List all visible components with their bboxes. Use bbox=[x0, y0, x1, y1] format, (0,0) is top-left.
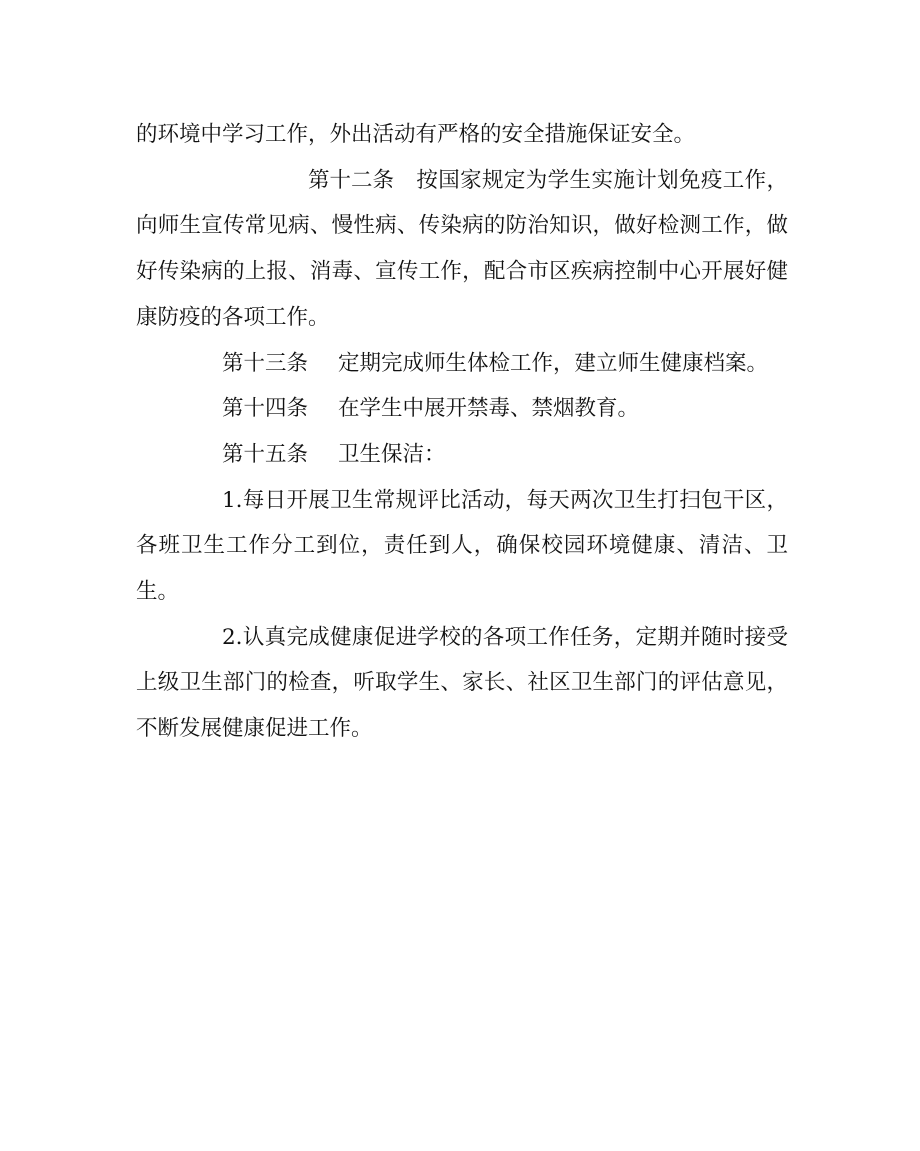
hygiene-item-2: 2.认真完成健康促进学校的各项工作任务，定期并随时接受上级卫生部门的检查，听取学生、家长、社区卫生部门的评估意见，不断发展健康促进工作。 bbox=[136, 624, 788, 742]
article-12-text: 按国家规定为学生实施计划免疫工作，向师生宣传常见病、慢性病、传染病的防治知识，做好检测工作，做好传染病的上报、消毒、宣传工作，配合市区疾病控制中心开展好健康防疫的各项工作。 bbox=[136, 167, 788, 330]
article-14-text: 在学生中展开禁毒、禁烟教育。 bbox=[338, 396, 640, 422]
article-12-paragraph bbox=[136, 158, 788, 341]
article-13-row bbox=[136, 341, 788, 387]
article-14-number: 第十四条 bbox=[222, 396, 309, 422]
hygiene-item-1: 1.每日开展卫生常规评比活动，每天两次卫生打扫包干区，各班卫生工作分工到位，责任到人，确保校园环境健康、清洁、卫生。 bbox=[136, 487, 788, 605]
article-13-text: 定期完成师生体检工作，建立师生健康档案。 bbox=[338, 350, 769, 376]
article-15-number: 第十五条 bbox=[222, 441, 309, 467]
continuation-paragraph: 的环境中学习工作，外出活动有严格的安全措施保证安全。 bbox=[136, 122, 696, 147]
document-body bbox=[136, 112, 788, 752]
article-15-text: 卫生保洁： bbox=[338, 441, 446, 467]
article-13-number: 第十三条 bbox=[222, 350, 309, 376]
article-15-row bbox=[136, 432, 788, 478]
article-14-row bbox=[136, 386, 788, 432]
article-12-number: 第十二条 bbox=[308, 167, 395, 193]
